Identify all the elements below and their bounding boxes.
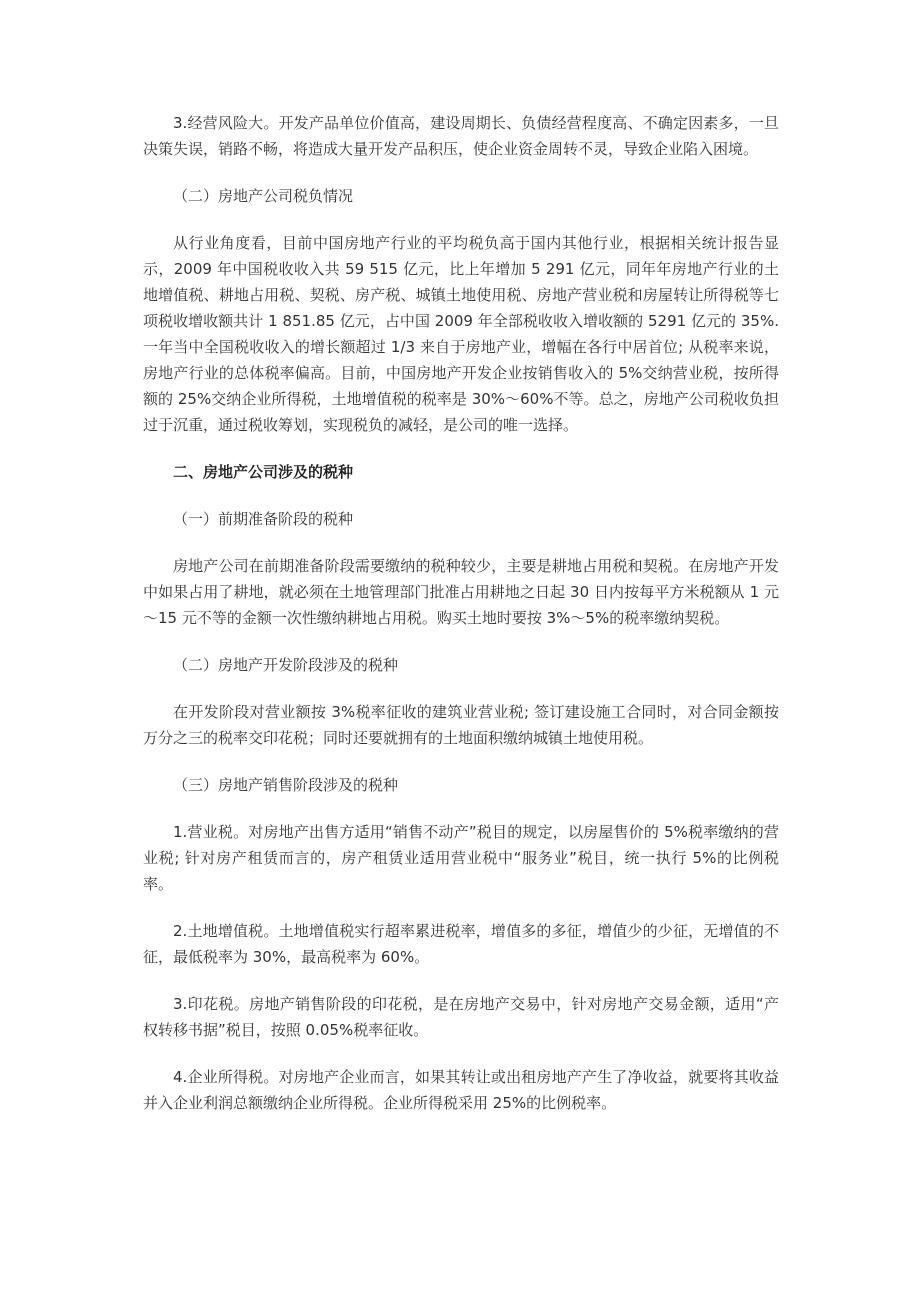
heading-sales-stage: （三）房地产销售阶段涉及的税种 bbox=[173, 776, 399, 794]
paragraph-business-tax: 1.营业税。对房地产出售方适用“销售不动产”税目的规定，以房屋售价的 5%税率缴纳的营业税; 针对房产租赁而言的，房产租赁业适用营业税中“服务业”税目，统一执行 5%的比例税率。 bbox=[143, 823, 779, 893]
heading-development-stage: （二）房地产开发阶段涉及的税种 bbox=[173, 656, 399, 674]
paragraph-stamp-tax: 3.印花税。房地产销售阶段的印花税，是在房地产交易中，针对房地产交易金额，适用“产权转移书据”税目，按照 0.05%税率征收。 bbox=[143, 995, 779, 1039]
paragraph-income-tax: 4.企业所得税。对房地产企业而言，如果其转让或出租房地产产生了净收益，就要将其收益并入企业利润总额缴纳企业所得税。企业所得税采用 25%的比例税率。 bbox=[143, 1068, 779, 1112]
document-body bbox=[143, 110, 779, 1116]
paragraph-preparation-stage: 房地产公司在前期准备阶段需要缴纳的税种较少，主要是耕地占用税和契税。在房地产开发中如果占用了耕地，就必须在土地管理部门批准占用耕地之日起 30 日内按每平方米税额从 1 元～15 元不等的金额一次性缴纳耕地占用税。购买土地时要按 3%～5%的税率缴纳契税。 bbox=[143, 557, 779, 627]
paragraph-land-vat: 2.土地增值税。土地增值税实行超率累进税率，增值多的多征，增值少的少征，无增值的不征，最低税率为 30%，最高税率为 60%。 bbox=[143, 922, 779, 966]
paragraph-tax-burden: 从行业角度看，目前中国房地产行业的平均税负高于国内其他行业，根据相关统计报告显示，2009 年中国税收收入共 59 515 亿元，比上年增加 5 291 亿元，同年年房地产行业的土地增值税、耕地占用税、契税、房产税、城镇土地使用税、房地产营业税和房屋转让所得税等七项税收增收额共计 1 851.85 亿元，占中国 2009 年全部税收收入增收额的 5291 亿元的 35%.一年当中全国税收收入的增长额超过 1/3 来自于房地产业，增幅在各行中居首位; 从税率来说，房地产行业的总体税率偏高。目前，中国房地产开发企业按销售收入的 5%交纳营业税，按所得额的 25%交纳企业所得税，土地增值税的税率是 30%～60%不等。总之，房地产公司税收负担过于沉重，通过税收筹划，实现税负的减轻，是公司的唯一选择。 bbox=[143, 234, 779, 434]
heading-tax-burden: （二）房地产公司税负情况 bbox=[173, 187, 354, 205]
paragraph-business-risk: 3.经营风险大。开发产品单位价值高，建设周期长、负债经营程度高、不确定因素多，一旦决策失误，销路不畅，将造成大量开发产品积压，使企业资金周转不灵，导致企业陷入困境。 bbox=[143, 114, 779, 158]
paragraph-development-stage: 在开发阶段对营业额按 3%税率征收的建筑业营业税; 签订建设施工合同时，对合同金额按万分之三的税率交印花税；同时还要就拥有的土地面积缴纳城镇土地使用税。 bbox=[143, 703, 779, 747]
section-heading-tax-types: 二、房地产公司涉及的税种 bbox=[173, 463, 354, 481]
heading-preparation-stage: （一）前期准备阶段的税种 bbox=[173, 510, 354, 528]
